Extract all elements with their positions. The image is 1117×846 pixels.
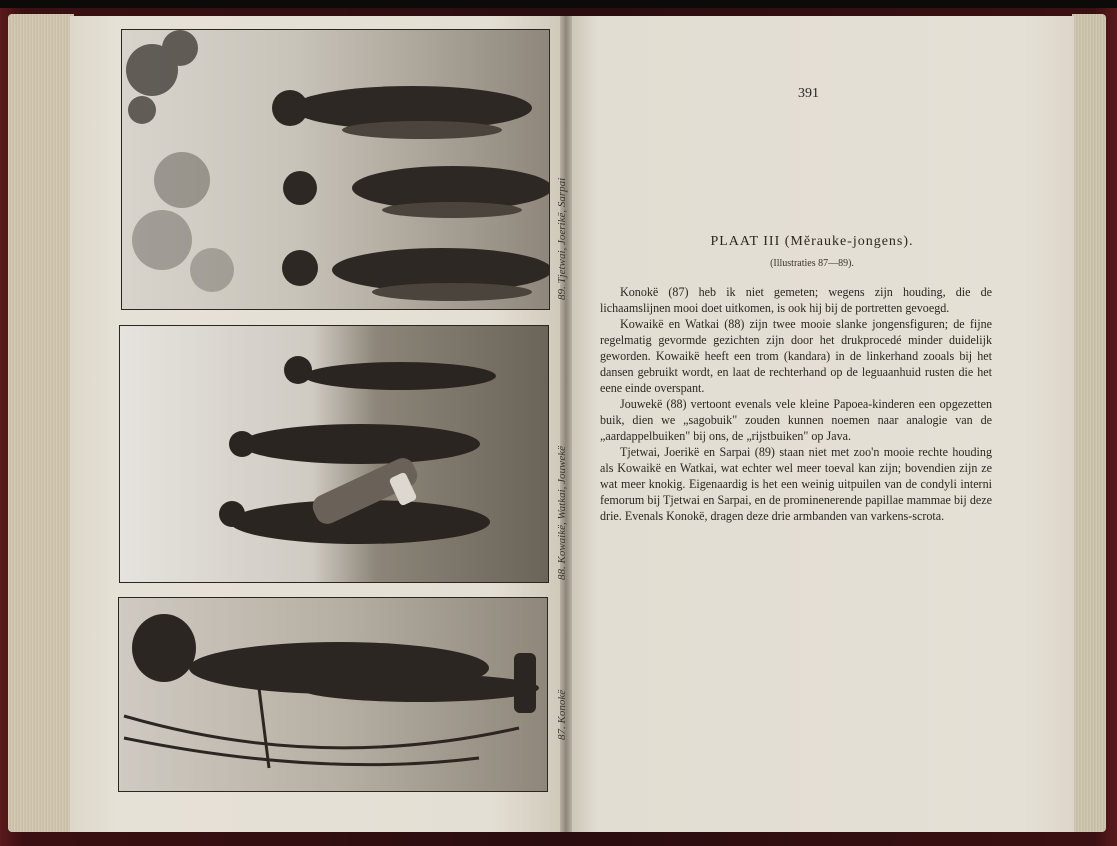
- photo-88-image: [120, 326, 548, 582]
- photo-89-image: [122, 30, 549, 309]
- plate-subtitle: (Illustraties 87—89).: [770, 258, 854, 269]
- photo-plate-87: [118, 597, 548, 792]
- page-edges-right: [1072, 14, 1106, 832]
- photo-87-image: [119, 598, 547, 791]
- caption-plate-88: 88. Kowaikë, Watkai, Jouwekë: [556, 445, 568, 580]
- paragraph-tjetwai-joerike-sarpai: Tjetwai, Joerikë en Sarpai (89) staan niet met zoo'n mooie rechte houding als Kowaikë en Watkai, wat echter wel meer toeval kan zijn; bovendien zijn ze wat meer knokig. Eigenaardig is het een weinig uitpuilen van de condyli interni femorum bij Tjetwai en Sarpai, en de prominenerende papillae mammae bij deze drie. Evenals Konokë, dragen deze drie armbanden van varkens-scrota.: [600, 445, 992, 523]
- paragraph-kowaike-watkai: Kowaikë en Watkai (88) zijn twee mooie slanke jongensfiguren; de fijne regelmatig gevormde gezichten zijn door het drukprocedé minder duidelijk geworden. Kowaikë heeft een trom (kandara) in de linkerhand zooals bij het dansen gebruikt wordt, en laat de rechterhand op de leguaanhuid rusten die het eene einde overspant.: [600, 317, 992, 395]
- body-text: [600, 284, 992, 524]
- caption-plate-89: 89. Tjetwai, Joerikë, Sarpai: [556, 177, 568, 300]
- photo-plate-89: [121, 29, 550, 310]
- paragraph-jouweke: Jouwekë (88) vertoont evenals vele kleine Papoea-kinderen een opgezetten buik, dien we „sagobuik" zouden kunnen noemen naar analogie van de „aardappelbuiken" bij ons, de „rijstbuiken" op Java.: [600, 397, 992, 443]
- page-number: 391: [798, 86, 819, 101]
- page-edges-left: [8, 14, 74, 832]
- caption-plate-87: 87. Konokë: [556, 689, 568, 740]
- photo-plate-88: [119, 325, 549, 583]
- plate-title: PLAAT III (Mĕrauke-jongens).: [710, 234, 914, 249]
- paragraph-konoke: Konokë (87) heb ik niet gemeten; wegens zijn houding, die de lichaamslijnen mooi doet uitkomen, is ook hij bij de portretten gevoegd.: [600, 285, 992, 315]
